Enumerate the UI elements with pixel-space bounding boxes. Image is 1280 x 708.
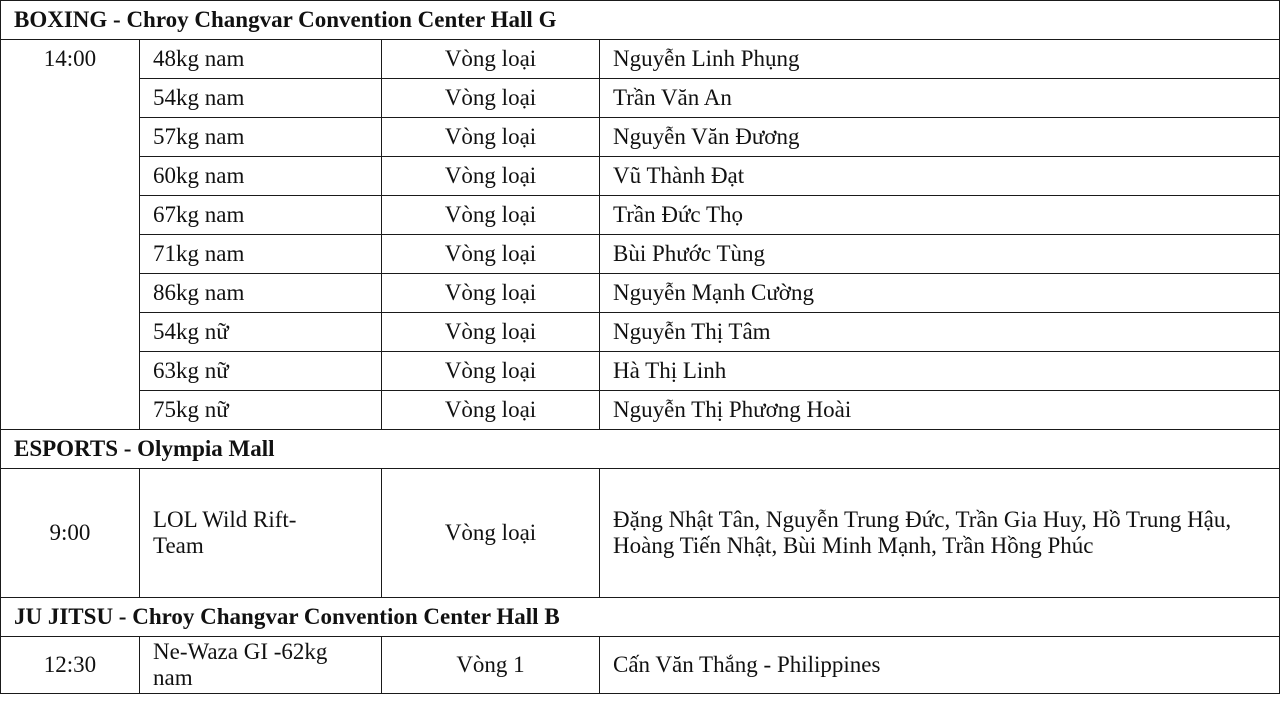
section-title: JU JITSU - Chroy Changvar Convention Center Hall B <box>1 598 1280 637</box>
round-cell: Vòng loại <box>382 469 600 598</box>
section-title: BOXING - Chroy Changvar Convention Center Hall G <box>1 1 1280 40</box>
table-row <box>1 637 1280 694</box>
table-row <box>1 235 1280 274</box>
time-cell: 14:00 <box>1 40 140 430</box>
event-cell: 67kg nam <box>140 196 382 235</box>
athlete-cell: Nguyễn Thị Phương Hoài <box>600 391 1280 430</box>
table-row <box>1 157 1280 196</box>
round-cell: Vòng loại <box>382 313 600 352</box>
event-cell: 57kg nam <box>140 118 382 157</box>
section-title: ESPORTS - Olympia Mall <box>1 430 1280 469</box>
athlete-cell: Trần Văn An <box>600 79 1280 118</box>
section-header-jujitsu <box>1 598 1280 637</box>
round-cell: Vòng loại <box>382 79 600 118</box>
table-row <box>1 196 1280 235</box>
table-row <box>1 352 1280 391</box>
event-cell: 54kg nữ <box>140 313 382 352</box>
table-row <box>1 469 1280 598</box>
athlete-cell: Nguyễn Văn Đương <box>600 118 1280 157</box>
table-row <box>1 79 1280 118</box>
round-cell: Vòng loại <box>382 157 600 196</box>
event-cell: 48kg nam <box>140 40 382 79</box>
round-cell: Vòng loại <box>382 196 600 235</box>
athlete-cell: Nguyễn Mạnh Cường <box>600 274 1280 313</box>
round-cell: Vòng loại <box>382 352 600 391</box>
event-cell: 71kg nam <box>140 235 382 274</box>
section-header-boxing <box>1 1 1280 40</box>
table-row <box>1 40 1280 79</box>
athlete-cell: Hà Thị Linh <box>600 352 1280 391</box>
table-row <box>1 118 1280 157</box>
event-cell: LOL Wild Rift-Team <box>140 469 382 598</box>
table-row <box>1 274 1280 313</box>
event-cell: 75kg nữ <box>140 391 382 430</box>
round-cell: Vòng loại <box>382 118 600 157</box>
athlete-cell: Nguyễn Linh Phụng <box>600 40 1280 79</box>
athlete-cell: Cấn Văn Thắng - Philippines <box>600 637 1280 694</box>
round-cell: Vòng 1 <box>382 637 600 694</box>
time-cell: 9:00 <box>1 469 140 598</box>
round-cell: Vòng loại <box>382 235 600 274</box>
event-cell: 63kg nữ <box>140 352 382 391</box>
event-cell: Ne-Waza GI -62kg nam <box>140 637 382 694</box>
time-cell: 12:30 <box>1 637 140 694</box>
athlete-cell: Vũ Thành Đạt <box>600 157 1280 196</box>
athlete-cell: Đặng Nhật Tân, Nguyễn Trung Đức, Trần Gia Huy, Hồ Trung Hậu, Hoàng Tiến Nhật, Bùi Minh Mạnh, Trần Hồng Phúc <box>600 469 1280 598</box>
round-cell: Vòng loại <box>382 40 600 79</box>
section-header-esports <box>1 430 1280 469</box>
event-cell: 86kg nam <box>140 274 382 313</box>
event-cell: 54kg nam <box>140 79 382 118</box>
table-row <box>1 313 1280 352</box>
athlete-cell: Trần Đức Thọ <box>600 196 1280 235</box>
table-row <box>1 391 1280 430</box>
athlete-cell: Bùi Phước Tùng <box>600 235 1280 274</box>
event-cell: 60kg nam <box>140 157 382 196</box>
athlete-cell: Nguyễn Thị Tâm <box>600 313 1280 352</box>
round-cell: Vòng loại <box>382 391 600 430</box>
round-cell: Vòng loại <box>382 274 600 313</box>
